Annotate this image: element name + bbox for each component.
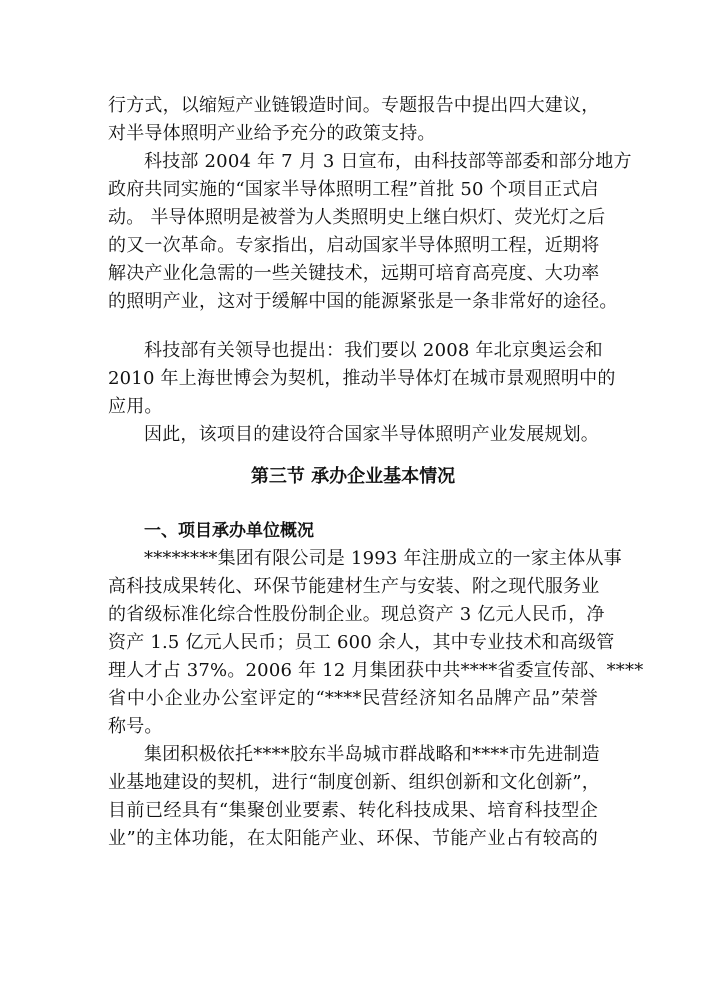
text-line: 业”的主体功能，在太阳能产业、环保、节能产业占有较高的 — [108, 828, 598, 849]
paragraph-3 — [108, 337, 616, 421]
text-line: 高科技成果转化、环保节能建材生产与安装、附之现代服务业 — [108, 576, 600, 597]
text-line: 对半导体照明产业给予充分的政策支持。 — [108, 123, 436, 144]
text-line: 应用。 — [108, 396, 163, 417]
paragraph-6 — [108, 741, 601, 853]
paragraph-1 — [108, 92, 598, 148]
section-title: 第三节 承办企业基本情况 — [250, 466, 456, 487]
text-line: 集团积极依托****胶东半岛城市群战略和****市先进制造 — [144, 744, 600, 765]
text-line: 的又一次革命。专家指出，启动国家半导体照明工程，近期将 — [108, 235, 600, 256]
text-line: 业基地建设的契机，进行“制度创新、组织创新和文化创新”， — [108, 772, 601, 793]
text-line: 的照明产业，这对于缓解中国的能源紧张是一条非常好的途径。 — [108, 291, 618, 312]
text-line: 科技部有关领导也提出：我们要以 2008 年北京奥运会和 — [144, 340, 603, 361]
text-line: 省中小企业办公室评定的“****民营经济知名品牌产品”荣誉 — [108, 688, 598, 709]
text-line: 动。 半导体照明是被誉为人类照明史上继白炽灯、荧光灯之后 — [108, 207, 606, 228]
text-line: 理人才占 37%。2006 年 12 月集团获中共****省委宣传部、**** — [108, 660, 644, 681]
document-page — [108, 92, 644, 853]
text-line: 行方式，以缩短产业链锻造时间。专题报告中提出四大建议， — [108, 95, 600, 116]
sub-section-title: 一、项目承办单位概况 — [144, 521, 314, 541]
text-line: 资产 1.5 亿元人民币；员工 600 余人，其中专业技术和高级管 — [108, 632, 615, 653]
text-line: 解决产业化急需的一些关键技术，远期可培育高亮度、大功率 — [108, 263, 600, 284]
paragraph-5 — [108, 545, 644, 741]
text-line: 科技部 2004 年 7 月 3 日宣布，由科技部等部委和部分地方 — [144, 151, 632, 172]
paragraph-gap — [108, 316, 598, 337]
text-line: 目前已经具有“集聚创业要素、转化科技成果、培育科技型企 — [108, 800, 598, 821]
text-line: 政府共同实施的“国家半导体照明工程”首批 50 个项目正式启 — [108, 179, 599, 200]
text-line: 称号。 — [108, 716, 163, 737]
text-line: ********集团有限公司是 1993 年注册成立的一家主体从事 — [144, 548, 622, 569]
text-line: 的省级标准化综合性股份制企业。现总资产 3 亿元人民币，净 — [108, 604, 605, 625]
paragraph-4 — [108, 421, 598, 449]
text-line: 因此，该项目的建设符合国家半导体照明产业发展规划。 — [144, 424, 599, 445]
text-line: 2010 年上海世博会为契机，推动半导体灯在城市景观照明中的 — [108, 368, 616, 389]
paragraph-2 — [108, 148, 632, 316]
